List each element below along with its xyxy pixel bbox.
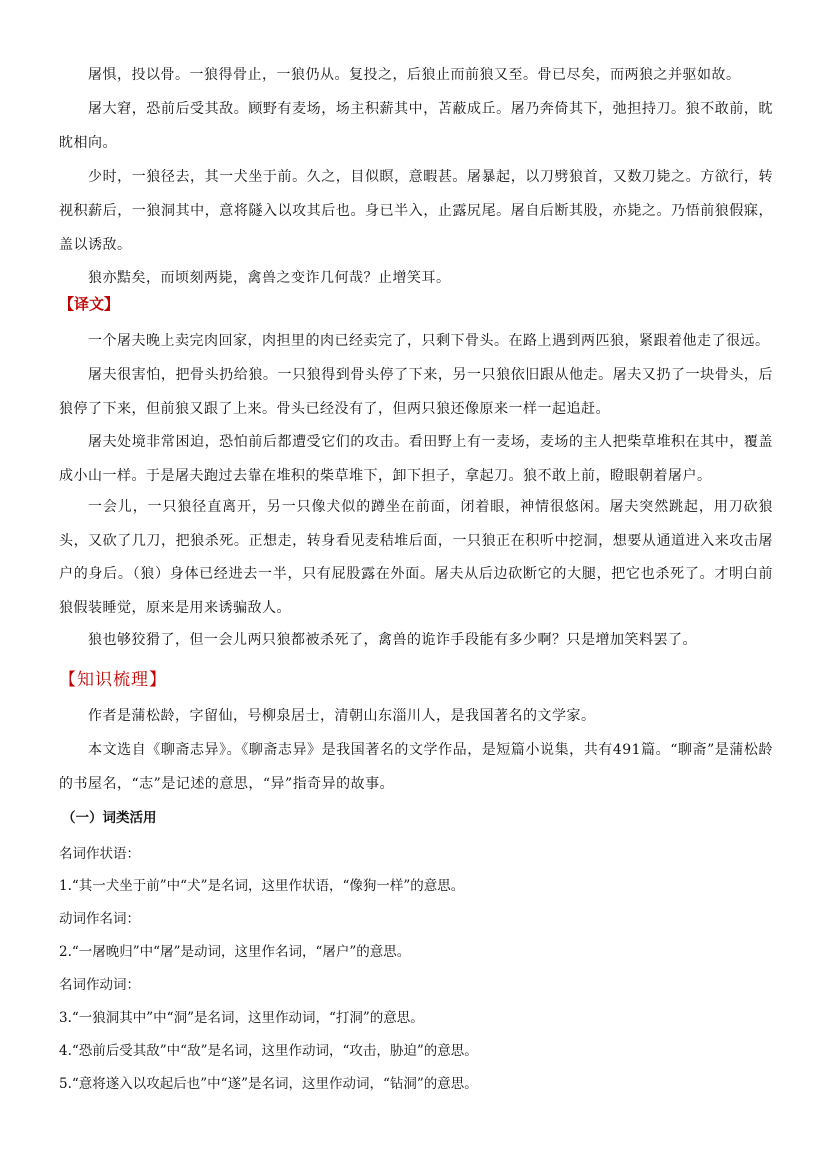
usage-heading-1: 名词作状语：: [59, 846, 140, 862]
translation-paragraph-5: 狼也够狡猾了，但一会儿两只狼都被杀死了，禽兽的诡诈手段能有多少啊？只是增加笑料罢了。: [88, 632, 697, 648]
usage-item-1: 1.“其一犬坐于前”中“犬”是名词，这里作状语，“像狗一样”的意思。: [59, 878, 465, 894]
usage-heading-2: 动词作名词：: [59, 911, 140, 927]
classical-paragraph-4: 狼亦黠矣，而顷刻两毙，禽兽之变诈几何哉？止增笑耳。: [88, 270, 451, 286]
knowledge-paragraph-2: 本文选自《聊斋志异》。《聊斋志异》是我国著名的文学作品，是短篇小说集，共有491篇。“聊斋”是蒲松龄的书屋名，“志”是记述的意思，“异”指奇异的故事。: [59, 742, 773, 792]
usage-heading-3: 名词作动词：: [59, 977, 140, 993]
classical-paragraph-2: 屠大窘，恐前后受其敌。顾野有麦场，场主积薪其中，苫蔽成丘。屠乃奔倚其下，弛担持刀。狼不敢前，眈眈相向。: [59, 101, 773, 151]
classical-paragraph-1: 屠惧，投以骨。一狼得骨止，一狼仍从。复投之，后狼止而前狼又至。骨已尽矣，而两狼之并驱如故。: [88, 67, 741, 83]
section-title-word-class: （一）词类活用: [62, 810, 157, 826]
classical-paragraph-3: 少时，一狼径去，其一犬坐于前。久之，目似瞑，意暇甚。屠暴起，以刀劈狼首，又数刀毙之。方欲行，转视积薪后，一狼洞其中，意将隧入以攻其后也。身已半入，止露尻尾。屠自后断其股，亦毙之。乃悟前狼假寐，盖以诱敌。: [59, 169, 773, 253]
knowledge-heading: 【知识梳理】: [59, 670, 167, 690]
usage-item-5: 5.“意将遂入以攻起后也”中“遂”是名词，这里作动词，“钻洞”的意思。: [59, 1076, 478, 1092]
usage-item-2: 2.“一屠晚归”中“屠”是动词，这里作名词，“屠户”的意思。: [59, 944, 411, 960]
translation-heading: 【译文】: [59, 295, 120, 313]
translation-paragraph-4: 一会儿，一只狼径直离开，另一只像犬似的蹲坐在前面，闭着眼，神情很悠闲。屠夫突然跳起，用刀砍狼头，又砍了几刀，把狼杀死。正想走，转身看见麦秸堆后面，一只狼正在积听中挖洞，想要从通道进入来攻击屠户的身后。（狼）身体已经进去一半，只有屁股露在外面。屠夫从后边砍断它的大腿，把它也杀死了。才明白前狼假装睡觉，原来是用来诱骗敌人。: [59, 499, 773, 616]
usage-item-3: 3.“一狼洞其中”中“洞”是名词，这里作动词，“打洞”的意思。: [59, 1010, 424, 1026]
translation-paragraph-3: 屠夫处境非常困迫，恐怕前后都遭受它们的攻击。看田野上有一麦场，麦场的主人把柴草堆积在其中，覆盖成小山一样。于是屠夫跑过去靠在堆积的柴草堆下，卸下担子，拿起刀。狼不敢上前，瞪眼朝着屠户。: [59, 434, 773, 484]
translation-paragraph-1: 一个屠夫晚上卖完肉回家，肉担里的肉已经卖完了，只剩下骨头。在路上遇到两匹狼，紧跟着他走了很远。: [88, 333, 770, 349]
usage-item-4: 4.“恐前后受其敌”中“敌”是名词，这里作动词，“攻击，胁迫”的意思。: [59, 1043, 478, 1059]
knowledge-paragraph-1: 作者是蒲松龄，字留仙，号柳泉居士，清朝山东淄川人，是我国著名的文学家。: [88, 708, 596, 724]
translation-paragraph-2: 屠夫很害怕，把骨头扔给狼。一只狼得到骨头停了下来，另一只狼依旧跟从他走。屠夫又扔了一块骨头，后狼停了下来，但前狼又跟了上来。骨头已经没有了，但两只狼还像原来一样一起追赶。: [59, 367, 773, 417]
